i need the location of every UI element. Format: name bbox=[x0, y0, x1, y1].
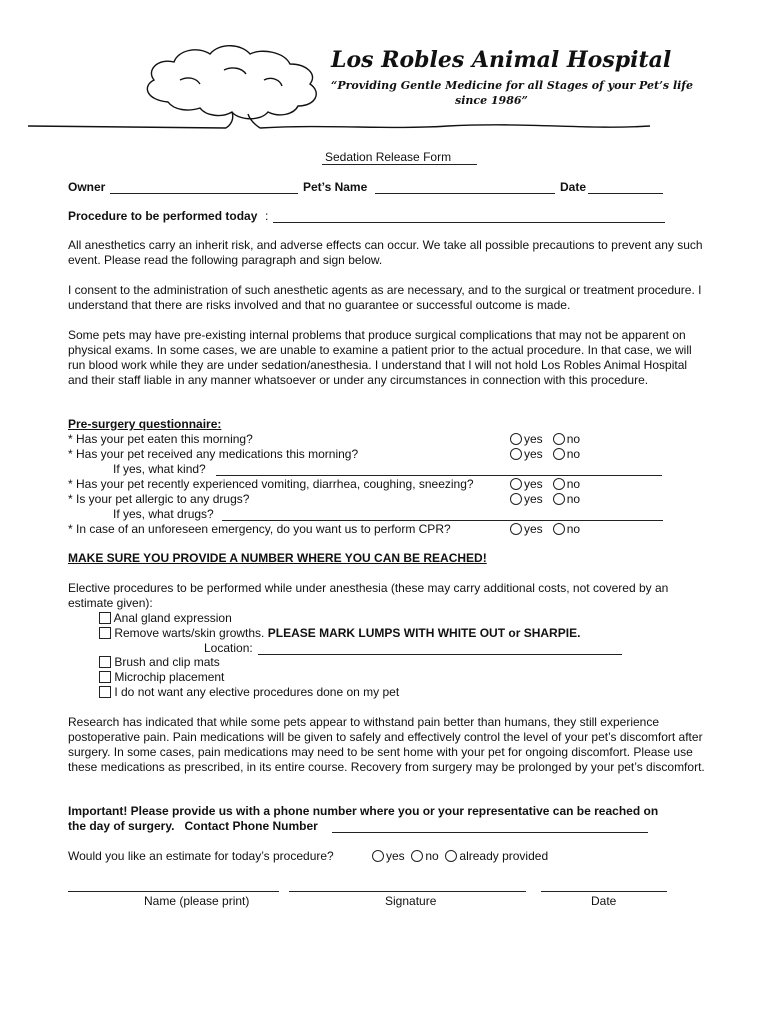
question-cpr: * In case of an unforeseen emergency, do you want us to perform CPR? bbox=[68, 522, 451, 536]
procedure-field[interactable] bbox=[273, 222, 665, 223]
yes-label: yes bbox=[524, 522, 543, 536]
elective-option-none bbox=[99, 685, 399, 700]
name-print-field[interactable] bbox=[68, 891, 279, 892]
signature-label: Signature bbox=[385, 894, 437, 908]
no-label: no bbox=[566, 432, 581, 446]
yes-label: yes bbox=[524, 477, 543, 491]
questionnaire-title: Pre-surgery questionnaire: bbox=[68, 417, 222, 431]
hospital-tagline: “Providing Gentle Medicine for all Stages of your Pet’s life bbox=[331, 79, 694, 92]
warts-label: Remove warts/skin growths. bbox=[114, 626, 265, 640]
symptoms-yes-radio[interactable] bbox=[510, 478, 522, 490]
owner-field[interactable] bbox=[110, 193, 298, 194]
yes-label: yes bbox=[524, 447, 543, 461]
elective-option-brush bbox=[99, 655, 220, 670]
anal-gland-checkbox[interactable] bbox=[99, 612, 111, 624]
cpr-yes-radio[interactable] bbox=[510, 523, 522, 535]
contact-phone-field[interactable] bbox=[332, 832, 648, 833]
allergic-yes-radio[interactable] bbox=[510, 493, 522, 505]
medications-yes-radio[interactable] bbox=[510, 448, 522, 460]
owner-label: Owner bbox=[68, 180, 106, 194]
yes-label: yes bbox=[524, 492, 543, 506]
important-line-1: Important! Please provide us with a phone number where you or your representative can be reached on bbox=[68, 804, 659, 818]
allergic-no-radio[interactable] bbox=[553, 493, 565, 505]
important-line-2: the day of surgery. Contact Phone Number bbox=[68, 819, 318, 833]
elective-option-microchip bbox=[99, 670, 224, 685]
question-eaten: * Has your pet eaten this morning? bbox=[68, 432, 253, 446]
estimate-yes-radio[interactable] bbox=[372, 850, 384, 862]
elective-option-anal-gland bbox=[99, 611, 232, 626]
location-field[interactable] bbox=[258, 654, 622, 655]
no-label: no bbox=[566, 447, 581, 461]
hospital-name: Los Robles Animal Hospital bbox=[331, 47, 672, 73]
allergic-options bbox=[510, 492, 580, 507]
pain-paragraph: Research has indicated that while some pets appear to withstand pain better than humans, they still experience postoperative pain. Pain medications will be given to safely and effectively control the level of your pet’s discomfort after surgery. In some cases, pain medications may need to be sent home with your pet for ongoing discomfort. Please use these medications as prescribed, in its entire course. Recovery from surgery may be prolonged by your pet’s discomfort. bbox=[68, 715, 705, 774]
medications-kind-field[interactable] bbox=[216, 475, 662, 476]
eaten-options bbox=[510, 432, 580, 447]
signature-field[interactable] bbox=[289, 891, 526, 892]
allergic-drugs-field[interactable] bbox=[222, 520, 663, 521]
date-field[interactable] bbox=[588, 193, 663, 194]
medications-options bbox=[510, 447, 580, 462]
preexisting-paragraph: Some pets may have pre-existing internal problems that produce surgical complications that may not be apparent on physical exams. In some cases, we are unable to examine a patient prior to the actual procedure. In that case, we will run blood work while they are under sedation/anesthesia. I understand that I will not hold Los Robles Animal Hospital and their staff liable in any manner whatsoever or under any circumstances in connection with this procedure. bbox=[68, 328, 692, 387]
no-label: no bbox=[566, 477, 581, 491]
question-symptoms: * Has your pet recently experienced vomiting, diarrhea, coughing, sneezing? bbox=[68, 477, 474, 491]
warts-mark-instruction: PLEASE MARK LUMPS WITH WHITE OUT or SHARPIE. bbox=[267, 626, 581, 640]
make-sure-notice: MAKE SURE YOU PROVIDE A NUMBER WHERE YOU CAN BE REACHED! bbox=[68, 551, 487, 565]
signature-date-field[interactable] bbox=[541, 891, 667, 892]
hospital-since: since 1986” bbox=[455, 94, 528, 107]
signature-date-label: Date bbox=[591, 894, 617, 908]
cpr-options bbox=[510, 522, 580, 537]
title-underline bbox=[322, 164, 477, 165]
procedure-label: Procedure to be performed today bbox=[68, 209, 258, 223]
estimate-no-label: no bbox=[425, 849, 439, 863]
elective-option-warts bbox=[99, 626, 580, 641]
estimate-options bbox=[372, 849, 548, 864]
question-allergic: * Is your pet allergic to any drugs? bbox=[68, 492, 250, 506]
no-label: no bbox=[566, 492, 581, 506]
allergic-followup: If yes, what drugs? bbox=[113, 507, 214, 521]
estimate-provided-label: already provided bbox=[459, 849, 549, 863]
form-title: Sedation Release Form bbox=[325, 150, 452, 164]
cpr-no-radio[interactable] bbox=[553, 523, 565, 535]
eaten-yes-radio[interactable] bbox=[510, 433, 522, 445]
no-label: no bbox=[566, 522, 581, 536]
microchip-checkbox[interactable] bbox=[99, 671, 111, 683]
eaten-no-radio[interactable] bbox=[553, 433, 565, 445]
anal-gland-label: Anal gland expression bbox=[113, 611, 232, 625]
medications-no-radio[interactable] bbox=[553, 448, 565, 460]
no-elective-checkbox[interactable] bbox=[99, 686, 111, 698]
estimate-provided-radio[interactable] bbox=[445, 850, 457, 862]
pet-name-field[interactable] bbox=[375, 193, 555, 194]
date-label: Date bbox=[560, 180, 587, 194]
brush-label: Brush and clip mats bbox=[114, 655, 220, 669]
yes-label: yes bbox=[524, 432, 543, 446]
consent-paragraph: I consent to the administration of such anesthetic agents as are necessary, and to the surgical or treatment procedure. I understand that there are risks involved and that no guarantee or successful outcome is made. bbox=[68, 283, 702, 312]
elective-intro: Elective procedures to be performed while under anesthesia (these may carry additional costs, not covered by an estimate given): bbox=[68, 581, 669, 610]
no-elective-label: I do not want any elective procedures done on my pet bbox=[114, 685, 400, 699]
warts-checkbox[interactable] bbox=[99, 627, 111, 639]
question-medications: * Has your pet received any medications this morning? bbox=[68, 447, 359, 461]
location-label: Location: bbox=[204, 641, 253, 655]
microchip-label: Microchip placement bbox=[114, 670, 225, 684]
procedure-colon: : bbox=[265, 209, 269, 223]
medications-followup: If yes, what kind? bbox=[113, 462, 206, 476]
estimate-no-radio[interactable] bbox=[411, 850, 423, 862]
symptoms-options bbox=[510, 477, 580, 492]
estimate-question: Would you like an estimate for today’s procedure? bbox=[68, 849, 334, 863]
estimate-yes-label: yes bbox=[386, 849, 405, 863]
pet-name-label: Pet’s Name bbox=[303, 180, 368, 194]
symptoms-no-radio[interactable] bbox=[553, 478, 565, 490]
brush-checkbox[interactable] bbox=[99, 656, 111, 668]
risk-paragraph: All anesthetics carry an inherit risk, and adverse effects can occur. We take all possible precautions to prevent any such event. Please read the following paragraph and sign below. bbox=[68, 238, 703, 267]
name-print-label: Name (please print) bbox=[144, 894, 250, 908]
